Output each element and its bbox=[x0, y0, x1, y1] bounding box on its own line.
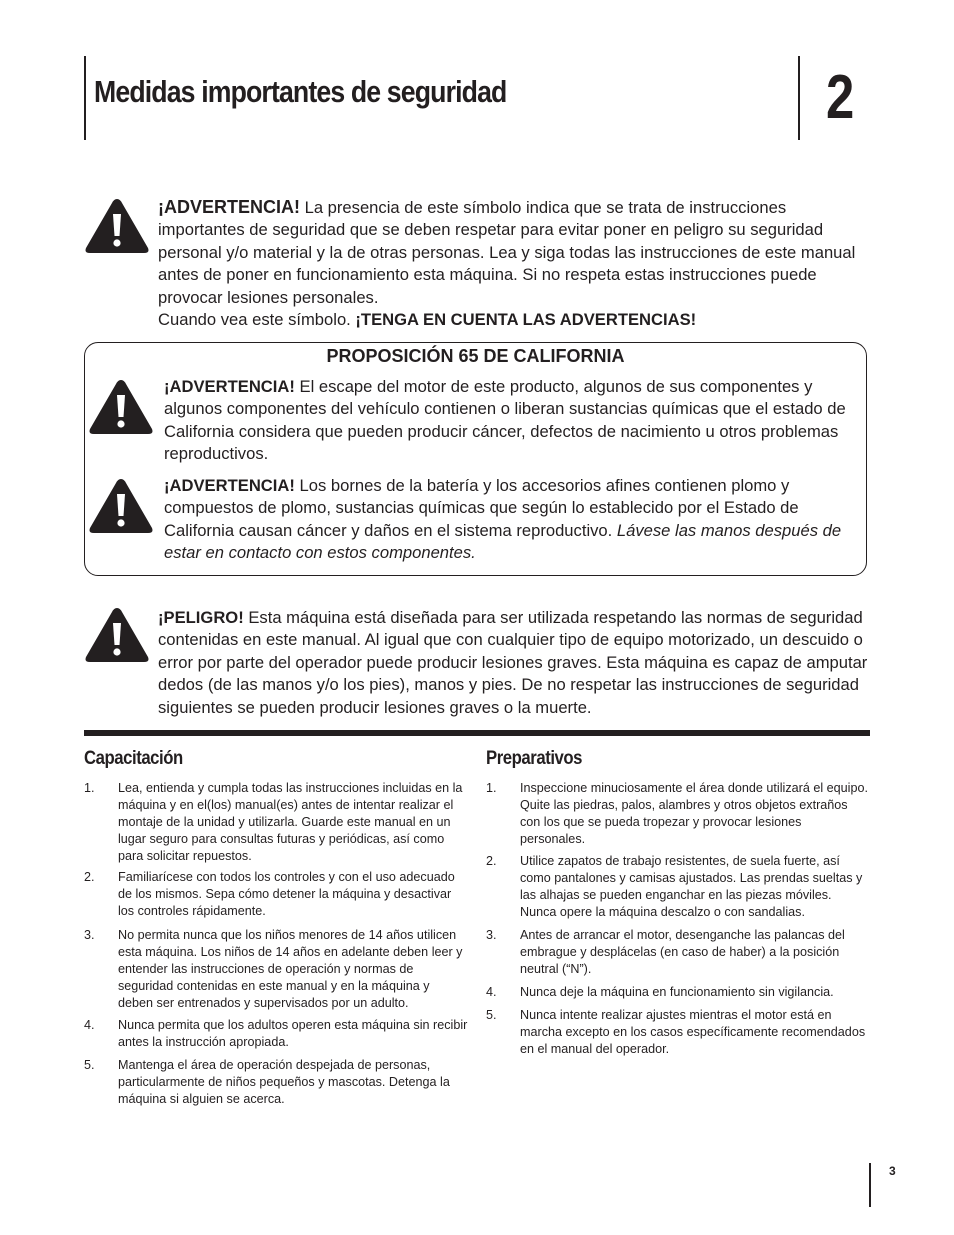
warning-triangle-icon bbox=[88, 476, 154, 536]
section-title-capacitacion: Capacitación bbox=[84, 748, 183, 769]
list-item-number: 4. bbox=[84, 1018, 95, 1032]
footer-rule bbox=[869, 1163, 871, 1207]
list-item-text: Antes de arrancar el motor, desenganche las palancas del embrague y desplácelas (en caso de haber) a la posición neutral (“N”). bbox=[520, 928, 845, 976]
section-title-preparativos: Preparativos bbox=[486, 748, 583, 769]
warning-triangle-icon bbox=[88, 377, 154, 437]
warning-note-bold: ¡TENGA EN CUENTA LAS ADVERTENCIAS! bbox=[355, 310, 697, 330]
list-item-text: Utilice zapatos de trabajo resistentes, de suela fuerte, así como pantalones y camisas ajustados. Las prendas sueltas y las alhajas se pueden enganchar en las piezas móviles. Nunca opere la máquina descalzo o con sandalias. bbox=[520, 854, 863, 919]
prop65-warning-1-label: ¡ADVERTENCIA! bbox=[164, 377, 295, 396]
prop65-title: PROPOSICIÓN 65 DE CALIFORNIA bbox=[326, 346, 625, 366]
list-item-text: Familiarícese con todos los controles y con el uso adecuado de los mismos. Sepa cómo detener la máquina y desactivar los controles rápidamente. bbox=[118, 870, 455, 918]
list-item-text: Nunca intente realizar ajustes mientras el motor está en marcha excepto en los casos específicamente recomendados en el manual del operador. bbox=[520, 1008, 866, 1056]
prop65-warning-1-body: El escape del motor de este producto, algunos de sus componentes y algunos componentes del vehículo contienen o liberan sustancias químicas que el estado de California considera que pueden producir cáncer, defectos de nacimiento u otros problemas reproductivos. bbox=[164, 377, 846, 464]
warning-triangle-icon bbox=[84, 196, 150, 256]
prop65-warning-2-label: ¡ADVERTENCIA! bbox=[164, 476, 295, 495]
list-item-number: 5. bbox=[84, 1058, 95, 1072]
header-left-rule bbox=[84, 56, 86, 140]
warning-intro-body: La presencia de este símbolo indica que se trata de instrucciones importantes de seguridad que se deben respetar para evitar poner en peligro su seguridad personal y/o material y la de otras personas. Lea y siga todas las instrucciones de este manual antes de poner en funcionamiento esta máquina. Si no respeta estas instrucciones puede provocar lesiones personales. bbox=[158, 198, 856, 307]
list-item-text: No permita nunca que los niños menores de 14 años utilicen esta máquina. Los niños de 14 años en adelante deben leer y entender las instrucciones de operación y normas de seguridad contenidas en este manual y en la máquina y deben ser entrenados y supervisados por un adulto. bbox=[118, 928, 463, 1010]
list-item-number: 2. bbox=[84, 870, 95, 884]
list-item-text: Nunca deje la máquina en funcionamiento sin vigilancia. bbox=[520, 985, 834, 999]
prop65-warning-2 bbox=[164, 475, 856, 565]
list-item-number: 1. bbox=[486, 781, 497, 795]
section-divider bbox=[84, 730, 870, 736]
warning-triangle-icon bbox=[84, 605, 150, 665]
list-item-text: Lea, entienda y cumpla todas las instrucciones incluidas en la máquina y en el(los) manual(es) antes de intentar realizar el montaje de la unidad y utilizarla. Guarde este manual en un lugar seguro para consultas futuras y periódicas, así como para solicitar repuestos. bbox=[118, 781, 463, 863]
prop65-warning-2-italic: Lávese las manos después de estar en contacto con estos componentes. bbox=[164, 520, 842, 563]
list-item-number: 1. bbox=[84, 781, 95, 795]
warning-label: ¡ADVERTENCIA! bbox=[158, 197, 300, 217]
warning-intro-text bbox=[158, 196, 873, 331]
prop65-warning-2-body: Los bornes de la batería y los accesorios afines contienen plomo y compuestos de plomo, sustancias químicas que según lo establecido por el Estado de California causan cáncer y daños en el sistema reproductivo. bbox=[164, 476, 799, 540]
list-item-number: 3. bbox=[84, 928, 95, 942]
list-item-text: Mantenga el área de operación despejada de personas, particularmente de niños pequeños y mascotas. Detenga la máquina si alguien se acerca. bbox=[118, 1058, 450, 1106]
list-item-number: 2. bbox=[486, 854, 497, 868]
list-item-text: Inspeccione minuciosamente el área donde utilizará el equipo. Quite las piedras, palos, alambres y otros objetos extraños con los que se pueda tropezar y provocar lesiones personales. bbox=[520, 781, 868, 846]
danger-text bbox=[158, 607, 873, 719]
page-title: Medidas importantes de seguridad bbox=[94, 74, 507, 109]
page-number: 3 bbox=[889, 1164, 896, 1178]
danger-body: Esta máquina está diseñada para ser utilizada respetando las normas de seguridad contenidas en este manual. Al igual que con cualquier tipo de equipo motorizado, un descuido o error por parte del operador puede producir lesiones graves. Esta máquina es capaz de amputar dedos (de las manos y/o los pies), manos y pies. De no respetar las instrucciones de seguridad siguientes se pueden producir lesiones graves o la muerte. bbox=[158, 608, 868, 717]
prop65-warning-1 bbox=[164, 376, 856, 466]
list-item-number: 3. bbox=[486, 928, 497, 942]
danger-label: ¡PELIGRO! bbox=[158, 608, 244, 627]
list-item-text: Nunca permita que los adultos operen esta máquina sin recibir antes la instrucción apropiada. bbox=[118, 1018, 468, 1049]
list-item-number: 4. bbox=[486, 985, 497, 999]
header-right-rule bbox=[798, 56, 800, 140]
chapter-number: 2 bbox=[826, 63, 855, 132]
warning-note-prefix: Cuando vea este símbolo. bbox=[158, 310, 356, 330]
list-item-number: 5. bbox=[486, 1008, 497, 1022]
